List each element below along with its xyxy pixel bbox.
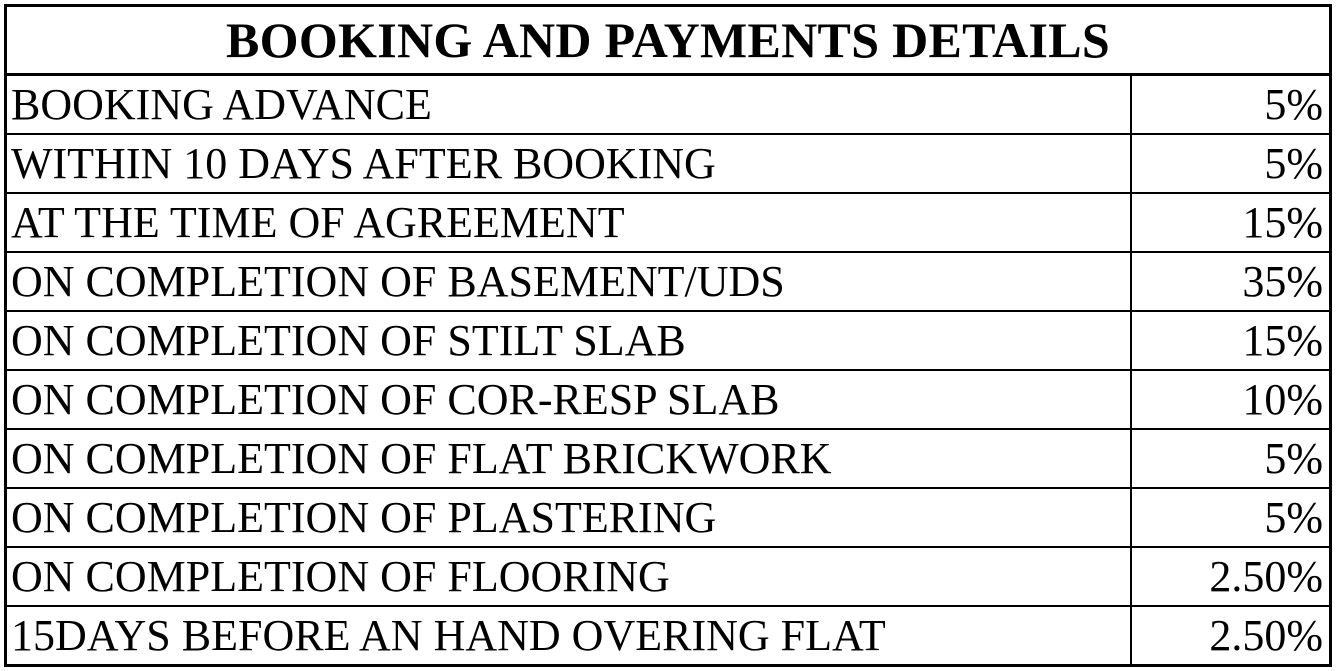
stage-cell: BOOKING ADVANCE (7, 75, 1131, 135)
percent-cell: 5% (1131, 488, 1329, 547)
percent-cell: 15% (1131, 311, 1329, 370)
percent-cell: 10% (1131, 370, 1329, 429)
table-row (7, 311, 1329, 370)
percent-cell: 5% (1131, 75, 1329, 135)
stage-cell: ON COMPLETION OF FLOORING (7, 547, 1131, 606)
payment-schedule-table (7, 7, 1329, 664)
table-row (7, 75, 1329, 135)
stage-cell: WITHIN 10 DAYS AFTER BOOKING (7, 134, 1131, 193)
table-row (7, 193, 1329, 252)
percent-cell: 5% (1131, 134, 1329, 193)
table-row (7, 606, 1329, 664)
table-row (7, 488, 1329, 547)
percent-cell: 35% (1131, 252, 1329, 311)
percent-cell: 5% (1131, 429, 1329, 488)
stage-cell: ON COMPLETION OF STILT SLAB (7, 311, 1131, 370)
table-row (7, 547, 1329, 606)
percent-cell: 2.50% (1131, 606, 1329, 664)
payment-schedule-table-container (4, 4, 1332, 667)
stage-cell: ON COMPLETION OF BASEMENT/UDS (7, 252, 1131, 311)
table-row (7, 370, 1329, 429)
table-row (7, 134, 1329, 193)
stage-cell: ON COMPLETION OF PLASTERING (7, 488, 1131, 547)
percent-cell: 2.50% (1131, 547, 1329, 606)
percent-cell: 15% (1131, 193, 1329, 252)
table-row (7, 252, 1329, 311)
stage-cell: 15DAYS BEFORE AN HAND OVERING FLAT (7, 606, 1131, 664)
stage-cell: AT THE TIME OF AGREEMENT (7, 193, 1131, 252)
stage-cell: ON COMPLETION OF COR-RESP SLAB (7, 370, 1131, 429)
table-row (7, 429, 1329, 488)
stage-cell: ON COMPLETION OF FLAT BRICKWORK (7, 429, 1131, 488)
table-title: BOOKING AND PAYMENTS DETAILS (7, 7, 1329, 75)
title-row (7, 7, 1329, 75)
